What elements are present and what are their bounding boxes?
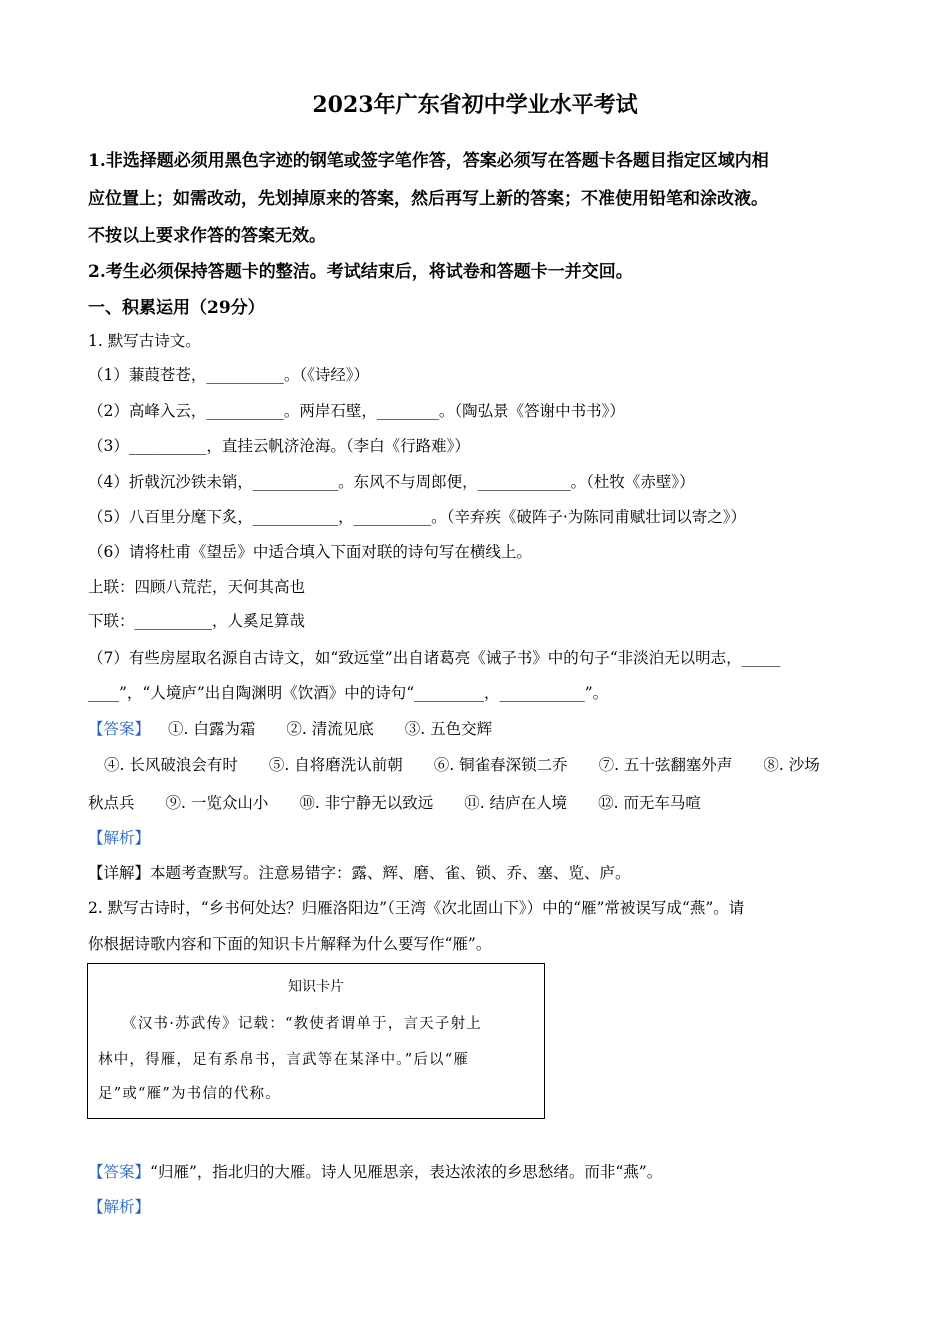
instruction-line: 1.非选择题必须用黑色字迹的钢笔或签字笔作答，答案必须写在答题卡各题目指定区域内相 <box>88 151 769 171</box>
answer-label: 【答案】 <box>88 720 151 738</box>
section-title: 一、积累运用（29分） <box>88 298 265 318</box>
answer-text: 秋点兵 ⑨. 一览众山小 ⑩. 非宁静无以致远 ⑪. 结庐在人境 ⑫. 而无车马喧 <box>88 794 701 812</box>
answer-text: “归雁”，指北归的大雁。诗人见雁思亲，表达浓浓的乡思愁绪。而非“燕”。 <box>150 1163 663 1181</box>
analysis-label: 【解析】 <box>88 829 151 847</box>
question-2-stem: 你根据诗歌内容和下面的知识卡片解释为什么要写作“雁”。 <box>88 935 492 953</box>
instruction-line: 应位置上；如需改动，先划掉原来的答案，然后再写上新的答案；不准使用铅笔和涂改液。 <box>88 189 768 209</box>
question-1-item: （6）请将杜甫《望岳》中适合填入下面对联的诗句写在横线上。 <box>88 543 532 561</box>
couplet-upper: 上联：四顾八荒茫，天何其高也 <box>88 578 306 596</box>
analysis-label: 【解析】 <box>88 1198 151 1216</box>
question-1-item-7: （7）有些房屋取名源自古诗文，如“致远堂”出自诸葛亮《诫子书》中的句子“非淡泊无以明志，_____ <box>88 649 781 667</box>
knowledge-card-line: 《汉书·苏武传》记载：“教使者谓单于，言天子射上 <box>98 1016 482 1032</box>
question-1-item: （2）高峰入云，__________。两岸石壁，________。（陶弘景《答谢中书书》） <box>88 402 625 420</box>
knowledge-card <box>87 963 545 1119</box>
question-1-item: （3）__________，直挂云帆济沧海。（李白《行路难》） <box>88 437 470 455</box>
answer-block <box>88 1160 662 1182</box>
detail-text: 【详解】本题考查默写。注意易错字：露、辉、磨、雀、锁、乔、塞、览、庐。 <box>88 864 631 882</box>
answer-label: 【答案】 <box>88 1163 151 1181</box>
page-title: 2023年广东省初中学业水平考试 <box>312 92 638 118</box>
question-1-item: （4）折戟沉沙铁未销，___________。东风不与周郎便，____________。（杜牧《赤壁》） <box>88 473 695 491</box>
knowledge-card-line: 足”或“雁”为书信的代称。 <box>98 1086 281 1102</box>
answer-text: ④. 长风破浪会有时 ⑤. 自将磨洗认前朝 ⑥. 铜雀春深锁二乔 ⑦. 五十弦翻塞外声 ⑧. 沙场 <box>104 756 820 774</box>
answer-text: ①. 白露为霜 ②. 清流见底 ③. 五色交辉 <box>168 720 493 738</box>
knowledge-card-line: 林中，得雁，足有系帛书，言武等在某泽中。”后以“雁 <box>98 1052 470 1068</box>
answer-block <box>88 717 492 739</box>
couplet-lower: 下联：__________，人奚足算哉 <box>88 612 306 630</box>
knowledge-card-title: 知识卡片 <box>288 979 344 995</box>
question-1-item: （5）八百里分麾下炙，___________，__________。（辛弃疾《破阵子·为陈同甫赋壮词以寄之》） <box>88 508 747 526</box>
instruction-line: 不按以上要求作答的答案无效。 <box>88 226 326 246</box>
question-1-item: （1）蒹葭苍苍，__________。（《诗经》） <box>88 366 370 384</box>
instruction-line: 2.考生必须保持答题卡的整洁。考试结束后，将试卷和答题卡一并交回。 <box>88 262 633 282</box>
question-1-item-7: ____”，“人境庐”出自陶渊明《饮酒》中的诗句“_________，___________”。 <box>88 684 609 702</box>
question-2-stem: 2. 默写古诗时，“乡书何处达？归雁洛阳边”（王湾《次北固山下》）中的“雁”常被误写成“燕”。请 <box>88 899 745 917</box>
question-1-stem: 1. 默写古诗文。 <box>88 332 201 350</box>
